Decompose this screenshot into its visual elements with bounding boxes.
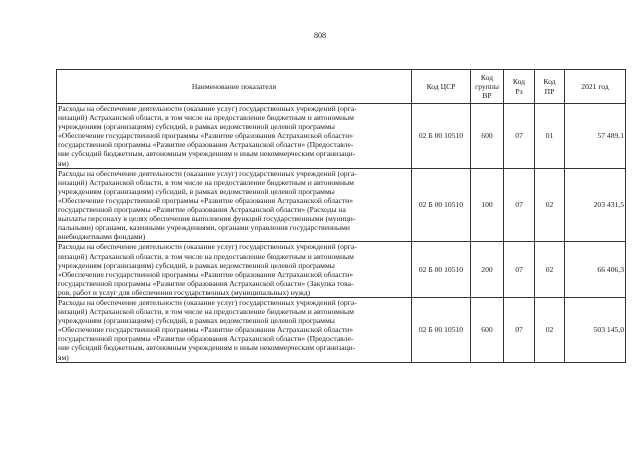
table-row — [57, 168, 626, 242]
row-name: Расходы на обеспечение деятельности (оказание услуг) государственных учреждений (орга- низаций) Астраханской области, в том числе на предоставление бюджетным и автономным учреждениям (организациям) субсидий, в рамках ведомственной целевой программы «Обеспечение государственной программы «Развитие образования Астраханской области» государственной программы «Развитие образования Астраханской области» (Предоставле- ние субсидий бюджетным, автономным учреждениям и иным некоммерческим организаци- ям) — [57, 297, 412, 362]
row-csr-code: 02 Б 00 10510 — [412, 297, 471, 362]
row-csr-code: 02 Б 00 10510 — [412, 242, 471, 298]
row-rz-code: 07 — [504, 297, 535, 362]
row-pr-code: 01 — [535, 104, 565, 169]
row-pr-code: 02 — [535, 242, 565, 298]
row-name: Расходы на обеспечение деятельности (оказание услуг) государственных учреждений (орга- низаций) Астраханской области, в том числе на предоставление бюджетным и автономным учреждениям (организациям) субсидий, в рамках ведомственной целевой программы «Обеспечение государственной программы «Развитие образования Астраханской области» государственной программы «Развитие образования Астраханской области» (Расходы на выплаты персоналу в целях обеспечения выполнения функций государственными (муници- пальными) органами, казенными учреждениями, органами управления государственными внебюджетными фондами) — [57, 168, 412, 242]
row-vr-code: 600 — [471, 297, 504, 362]
row-vr-code: 200 — [471, 242, 504, 298]
header-name: Наименование показателя — [57, 70, 412, 104]
table-header-row — [57, 70, 626, 104]
row-amount: 66 406,3 — [565, 242, 626, 298]
header-vr-code: Код группы ВР — [471, 70, 504, 104]
header-rz-code: Код Рз — [504, 70, 535, 104]
row-name: Расходы на обеспечение деятельности (оказание услуг) государственных учреждений (орга- низаций) Астраханской области, в том числе на предоставление бюджетным и автономным учреждениям (организациям) субсидий, в рамках ведомственной целевой программы «Обеспечение государственной программы «Развитие образования Астраханской области» государственной программы «Развитие образования Астраханской области» (Закупка това- ров, работ и услуг для обеспечения государственных (муниципальных) нужд) — [57, 242, 412, 298]
header-csr-code: Код ЦСР — [412, 70, 471, 104]
row-rz-code: 07 — [504, 242, 535, 298]
row-csr-code: 02 Б 00 10510 — [412, 104, 471, 169]
table-row — [57, 104, 626, 169]
row-pr-code: 02 — [535, 168, 565, 242]
budget-table — [56, 69, 626, 363]
table-row — [57, 297, 626, 362]
header-year-2021: 2021 год — [565, 70, 626, 104]
row-rz-code: 07 — [504, 104, 535, 169]
table-row — [57, 242, 626, 298]
page-number: 808 — [314, 31, 326, 40]
row-pr-code: 02 — [535, 297, 565, 362]
header-pr-code: Код ПР — [535, 70, 565, 104]
row-vr-code: 600 — [471, 104, 504, 169]
row-name: Расходы на обеспечение деятельности (оказание услуг) государственных учреждений (орга- низаций) Астраханской области, в том числе на предоставление бюджетным и автономным учреждениям (организациям) субсидий, в рамках ведомственной целевой программы «Обеспечение государственной программы «Развитие образования Астраханской области» государственной программы «Развитие образования Астраханской области» (Предоставле- ние субсидий бюджетным, автономным учреждениям и иным некоммерческим организаци- ям) — [57, 104, 412, 169]
row-amount: 57 489,1 — [565, 104, 626, 169]
row-amount: 503 145,0 — [565, 297, 626, 362]
row-rz-code: 07 — [504, 168, 535, 242]
row-csr-code: 02 Б 00 10510 — [412, 168, 471, 242]
row-amount: 203 431,5 — [565, 168, 626, 242]
row-vr-code: 100 — [471, 168, 504, 242]
